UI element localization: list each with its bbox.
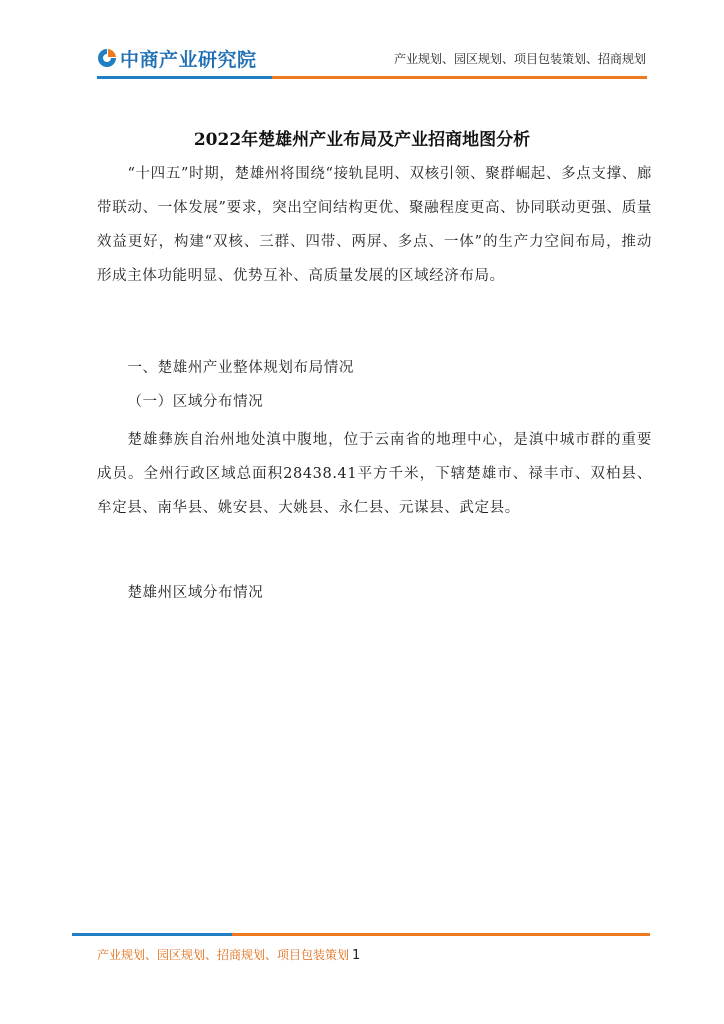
header-tagline: 产业规划、园区规划、项目包装策划、招商规划 [393, 52, 646, 66]
company-logo [97, 44, 257, 72]
region-paragraph: 楚雄彝族自治州地处滇中腹地，位于云南省的地理中心，是滇中城市群的重要成员。全州行政区域总面积28438.41平方千米，下辖楚雄市、禄丰市、双柏县、牟定县、南华县、姚安县、大姚县、永仁县、元谋县、武定县。 [97, 432, 652, 516]
footer-divider-orange [232, 933, 650, 936]
footer-tagline: 产业规划、园区规划、招商规划、项目包装策划 [97, 948, 350, 962]
figure-caption: 楚雄州区域分布情况 [127, 585, 264, 601]
document-title: 2022年楚雄州产业布局及产业招商地图分析 [193, 130, 531, 150]
footer [97, 946, 360, 963]
footer-divider-blue [72, 933, 232, 936]
logo-text: 中商产业研究院 [120, 48, 257, 71]
page-number: 1 [352, 948, 361, 963]
header-divider-blue [97, 76, 272, 79]
header-divider-orange [272, 76, 647, 79]
logo-icon [97, 48, 117, 68]
section-heading: 一、楚雄州产业整体规划布局情况 [127, 360, 354, 376]
intro-paragraph: “十四五”时期，楚雄州将围绕“接轨昆明、双核引领、聚群崛起、多点支撑、廊带联动、一体发展”要求，突出空间结构更优、聚融程度更高、协同联动更强、质量效益更好，构建“双核、三群、四带、两屏、多点、一体”的生产力空间布局，推动形成主体功能明显、优势互补、高质量发展的区域经济布局。 [97, 166, 652, 284]
subsection-heading: （一）区域分布情况 [127, 394, 264, 410]
